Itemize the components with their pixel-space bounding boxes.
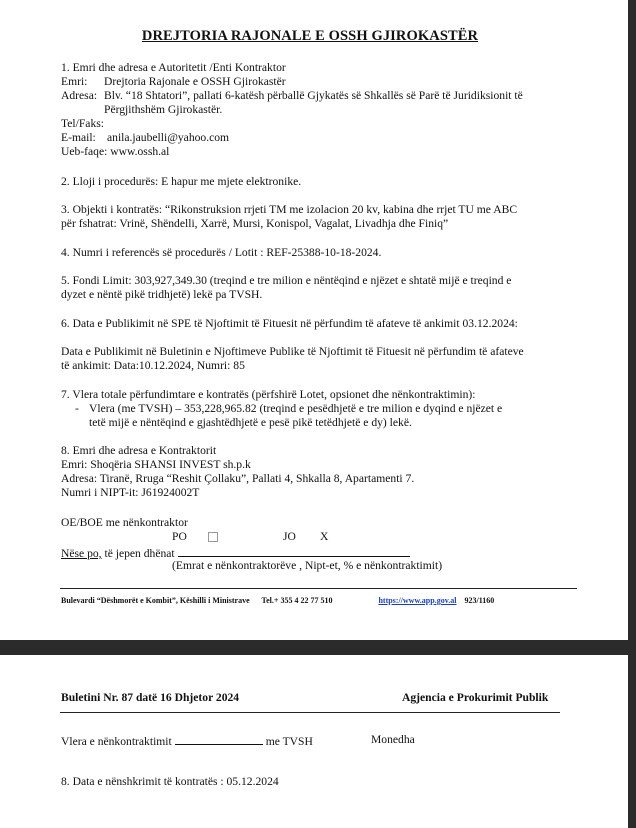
section-3-line2: për fshatrat: Vrinë, Shëndelli, Xarrë, Mursi, Konispol, Vagalat, Livadhja dhe Finiq” <box>61 217 449 230</box>
contractor-name: Emri: Shoqëria SHANSI INVEST sh.p.k <box>61 458 251 471</box>
footer-page-number: 923/1160 <box>464 596 495 605</box>
contractor-address: Adresa: Tiranë, Rruga “Reshit Çollaku”, Pallati 4, Shkalla 8, Apartamenti 7. <box>61 472 415 485</box>
footer-phone: Tel.+ 355 4 22 77 510 <box>261 596 333 605</box>
email-label: E-mail: <box>61 131 96 144</box>
option-jo-label: JO <box>283 530 296 543</box>
subcontract-value-line <box>61 733 313 749</box>
footer-link[interactable]: https://www.app.gov.al <box>378 596 457 605</box>
section-8-heading: 8. Emri dhe adresa e Kontraktorit <box>61 444 217 457</box>
section-7-value-line2: tetë mijë e nëntëqind e gjashtëdhjetë e pesë pikë tetëdhjetë e dy) lekë. <box>89 416 412 429</box>
bulletin-header: Buletini Nr. 87 datë 16 Dhjetor 2024 <box>61 691 240 704</box>
footer-address: Bulevardi “Dëshmorët e Kombit”, Këshilli i Ministrave <box>61 596 250 605</box>
document-title: DREJTORIA RAJONALE E OSSH GJIROKASTËR <box>141 28 479 44</box>
if-yes-label: Nëse po, <box>61 547 102 560</box>
authority-name-value: Drejtoria Rajonale e OSSH Gjirokastër <box>104 75 286 88</box>
agency-header: Agjencia e Prokurimit Publik <box>402 691 549 704</box>
section-4-reference: 4. Numri i referencës së procedurës / Lotit : REF-25388-10-18-2024. <box>61 246 382 259</box>
telfax-label: Tel/Faks: <box>61 117 104 130</box>
option-po-label: PO <box>172 530 187 543</box>
email-value: anila.jaubelli@yahoo.com <box>107 131 230 144</box>
section-3-line1: 3. Objekti i kontratës: “Rikonstruksion rrjeti TM me izolacion 20 kv, kabina dhe rrjet TU me ABC <box>61 203 518 216</box>
provide-data-label: të jepen dhënat <box>101 547 178 560</box>
subcontract-value-label: Vlera e nënkontraktimit <box>61 735 172 748</box>
page-separator <box>0 640 636 655</box>
option-jo-mark: X <box>320 530 329 543</box>
section-6-bulletin-line2: të ankimit: Data:10.12.2024, Numri: 85 <box>61 359 245 372</box>
section-6-spe: 6. Data e Publikimit në SPE të Njoftimit të Fituesit në përfundim të afateve të ankimit 03.12.2024: <box>61 317 518 330</box>
section-5-line1: 5. Fondi Limit: 303,927,349.30 (treqind e tre milion e nëntëqind e njëzet e shtatë mijë e treqind e <box>61 274 512 287</box>
section-1-heading: 1. Emri dhe adresa e Autoritetit /Enti Kontraktor <box>61 61 286 74</box>
subcontractor-caption: (Emrat e nënkontraktorëve , Nipt-et, % e nënkontraktimit) <box>172 559 443 572</box>
currency-label: Monedha <box>371 733 415 746</box>
website: Ueb-faqe: www.ossh.al <box>61 145 170 158</box>
document-page-2 <box>0 655 636 828</box>
page-footer <box>61 596 561 605</box>
authority-address-label: Adresa: <box>61 89 98 102</box>
authority-address-line1: Blv. “18 Shtatori”, pallati 6-katësh përballë Gjykatës së Shkallës së Parë të Juridiksionit të <box>104 89 523 102</box>
section-7-heading: 7. Vlera totale përfundimtare e kontratës (përfshirë Lotet, opsionet dhe nënkontraktimin): <box>61 388 476 401</box>
section-6-bulletin-line1: Data e Publikimit në Buletinin e Njoftimeve Publike të Njoftimit të Fituesit në përfundim të afateve <box>61 345 524 358</box>
authority-name-label: Emri: <box>61 75 88 88</box>
tvsh-label: me TVSH <box>265 735 313 748</box>
section-2-procedure-type: 2. Lloji i procedurës: E hapur me mjete elektronike. <box>61 175 302 188</box>
footer-divider <box>60 588 577 589</box>
option-po-checkbox[interactable] <box>208 530 218 544</box>
authority-address-line2: Përgjithshëm Gjirokastër. <box>104 103 223 116</box>
subcontract-value-blank[interactable] <box>175 733 263 745</box>
contractor-nipt: Numri i NIPT-it: J61924002T <box>61 486 200 499</box>
section-5-line2: dyzet e nëntë pikë tridhjetë) lekë pa TVSH. <box>61 288 263 301</box>
section-7-value-line1: Vlera (me TVSH) – 353,228,965.82 (treqind e pesëdhjetë e tre milion e dyqind e njëzet e <box>89 402 503 415</box>
subcontractor-heading: OE/BOE me nënkontraktor <box>61 516 188 529</box>
signing-date: 8. Data e nënshkrimit të kontratës : 05.12.2024 <box>61 775 279 788</box>
subcontractor-details-blank[interactable] <box>178 545 410 557</box>
viewer-edge <box>628 0 636 828</box>
header-divider <box>60 712 560 713</box>
bullet-dash: - <box>75 402 79 415</box>
